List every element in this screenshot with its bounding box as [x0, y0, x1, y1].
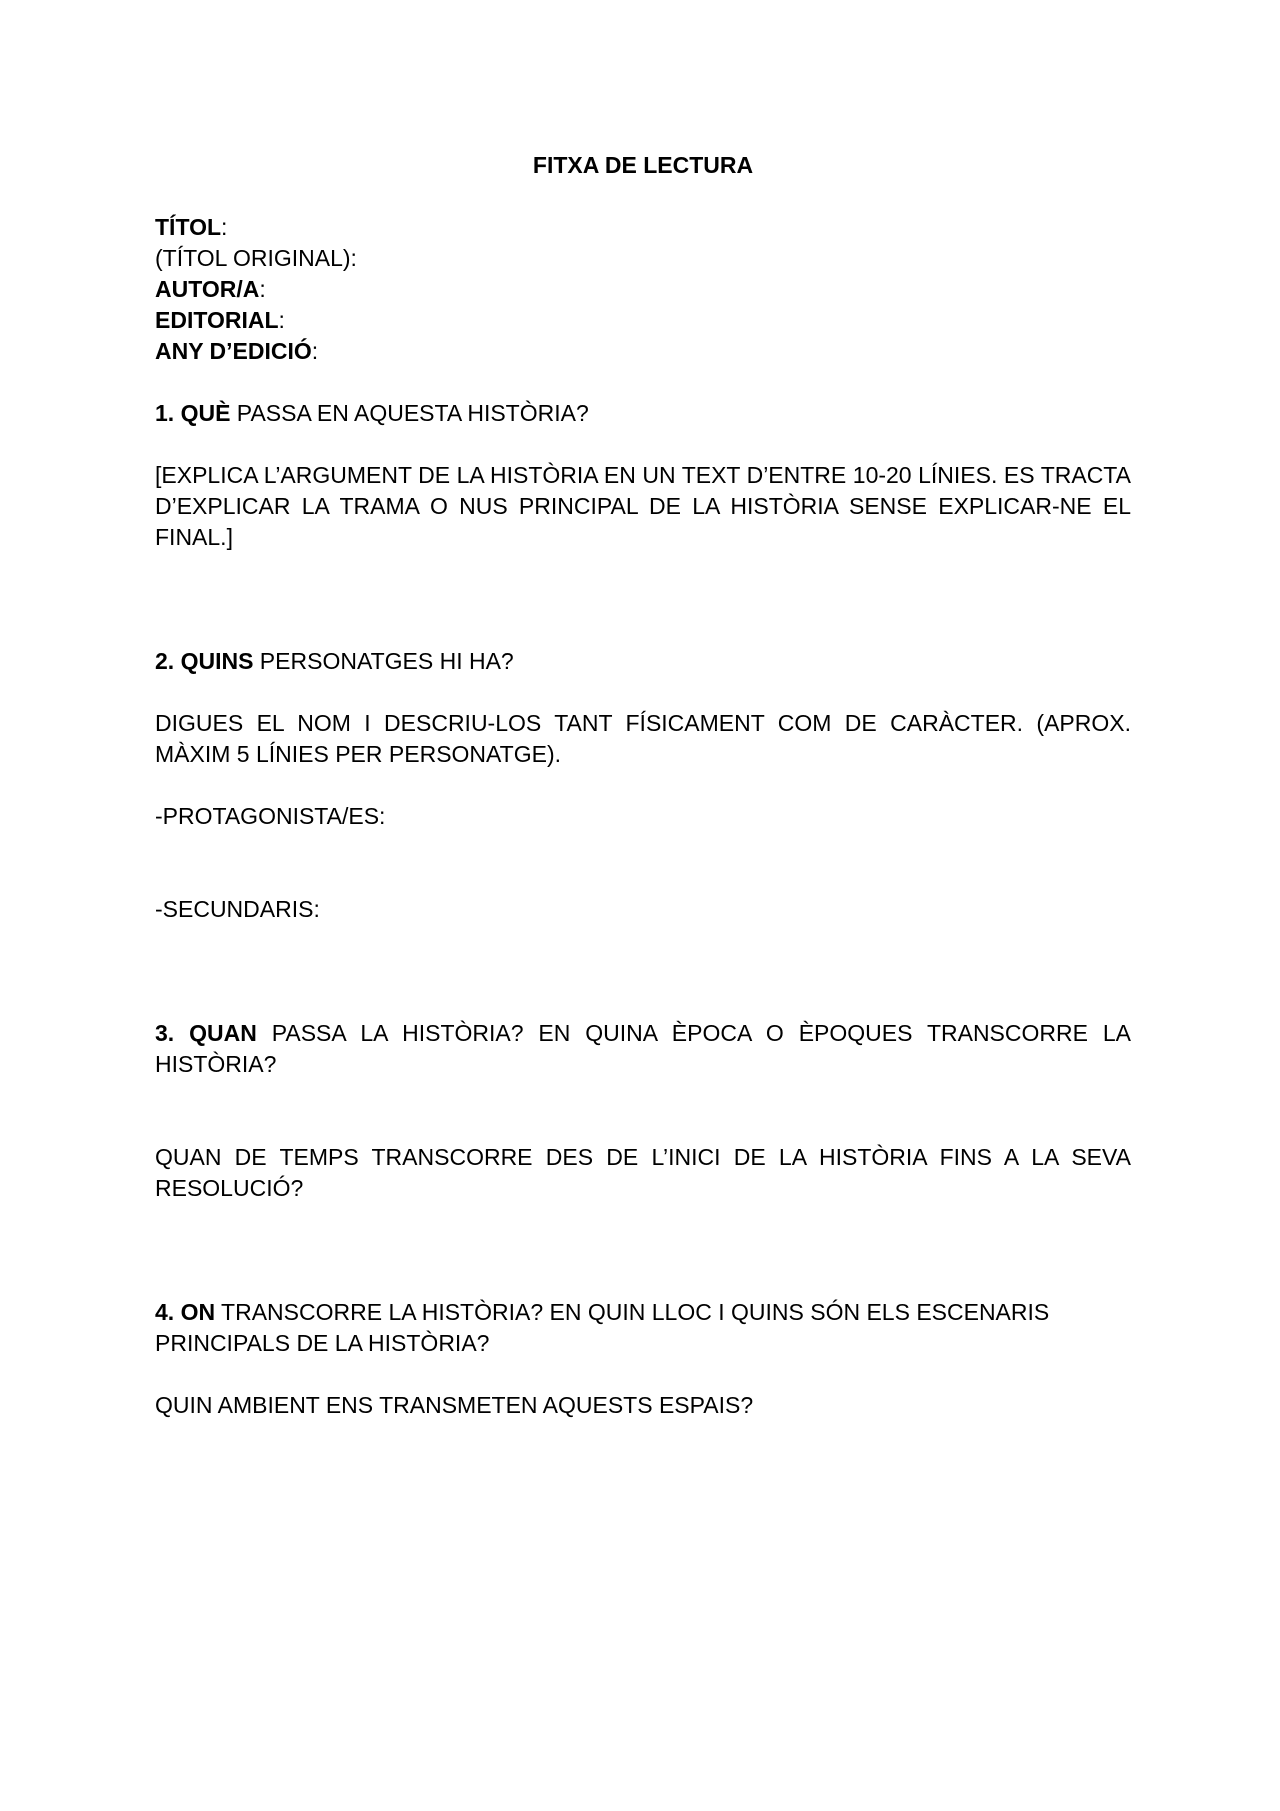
- field-editorial-sep: :: [278, 307, 285, 333]
- field-titol-sep: :: [221, 214, 228, 240]
- question-2-text: PERSONATGES HI HA?: [253, 648, 514, 674]
- question-2-instructions: DIGUES EL NOM I DESCRIU-LOS TANT FÍSICAMENT COM DE CARÀCTER. (APROX. MÀXIM 5 LÍNIES PER PERSONATGE).: [155, 710, 1131, 767]
- question-3-followup: QUAN DE TEMPS TRANSCORRE DES DE L’INICI DE LA HISTÒRIA FINS A LA SEVA RESOLUCIÓ?: [155, 1144, 1131, 1201]
- document-title: FITXA DE LECTURA: [532, 152, 754, 178]
- field-titol-label: TÍTOL: [155, 214, 222, 240]
- question-3: [155, 1018, 1131, 1080]
- question-2-number: 2. QUINS: [155, 648, 254, 674]
- spacer: [155, 1359, 1131, 1390]
- field-titol-original: (TÍTOL ORIGINAL):: [155, 245, 357, 271]
- field-autor: [155, 274, 1131, 305]
- field-any-edicio-label: ANY D’EDICIÓ: [155, 338, 312, 364]
- spacer: [155, 429, 1131, 460]
- spacer: [155, 677, 1131, 708]
- question-3-number: 3. QUAN: [155, 1020, 257, 1046]
- field-autor-label: AUTOR/A: [155, 276, 260, 302]
- question-1-instructions: [EXPLICA L’ARGUMENT DE LA HISTÒRIA EN UN TEXT D’ENTRE 10-20 LÍNIES. ES TRACTA D’EXPLICAR LA TRAMA O NUS PRINCIPAL DE LA HISTÒRIA SENSE EXPLICAR-NE EL FINAL.]: [155, 462, 1131, 550]
- question-1-number: 1. QUÈ: [155, 400, 231, 426]
- question-4-number: 4. ON: [155, 1299, 216, 1325]
- spacer: [155, 1204, 1131, 1297]
- spacer: [155, 832, 1131, 894]
- secundaris-label: -SECUNDARIS:: [155, 896, 320, 922]
- question-1-text: PASSA EN AQUESTA HISTÒRIA?: [230, 400, 589, 426]
- spacer: [155, 1080, 1131, 1142]
- question-1: [155, 398, 1131, 429]
- field-titol: [155, 212, 1131, 243]
- field-editorial: [155, 305, 1131, 336]
- spacer: [155, 770, 1131, 801]
- field-any-edicio-sep: :: [311, 338, 319, 364]
- question-4-text: TRANSCORRE LA HISTÒRIA? EN QUIN LLOC I QUINS SÓN ELS ESCENARIS PRINCIPALS DE LA HISTÒRIA?: [155, 1299, 1050, 1356]
- document-body: [155, 150, 1131, 1421]
- field-autor-sep: :: [259, 276, 266, 302]
- protagonistes-label: -PROTAGONISTA/ES:: [155, 803, 386, 829]
- field-editorial-label: EDITORIAL: [155, 307, 279, 333]
- spacer: [155, 367, 1131, 398]
- question-4: [155, 1297, 1131, 1359]
- question-3-text: PASSA LA HISTÒRIA? EN QUINA ÈPOCA O ÈPOQUES TRANSCORRE LA HISTÒRIA?: [155, 1020, 1131, 1077]
- spacer: [155, 553, 1131, 646]
- field-any-edicio: [155, 336, 1131, 367]
- question-2: [155, 646, 1131, 677]
- question-4-followup: QUIN AMBIENT ENS TRANSMETEN AQUESTS ESPAIS?: [155, 1392, 754, 1418]
- spacer: [155, 925, 1131, 1018]
